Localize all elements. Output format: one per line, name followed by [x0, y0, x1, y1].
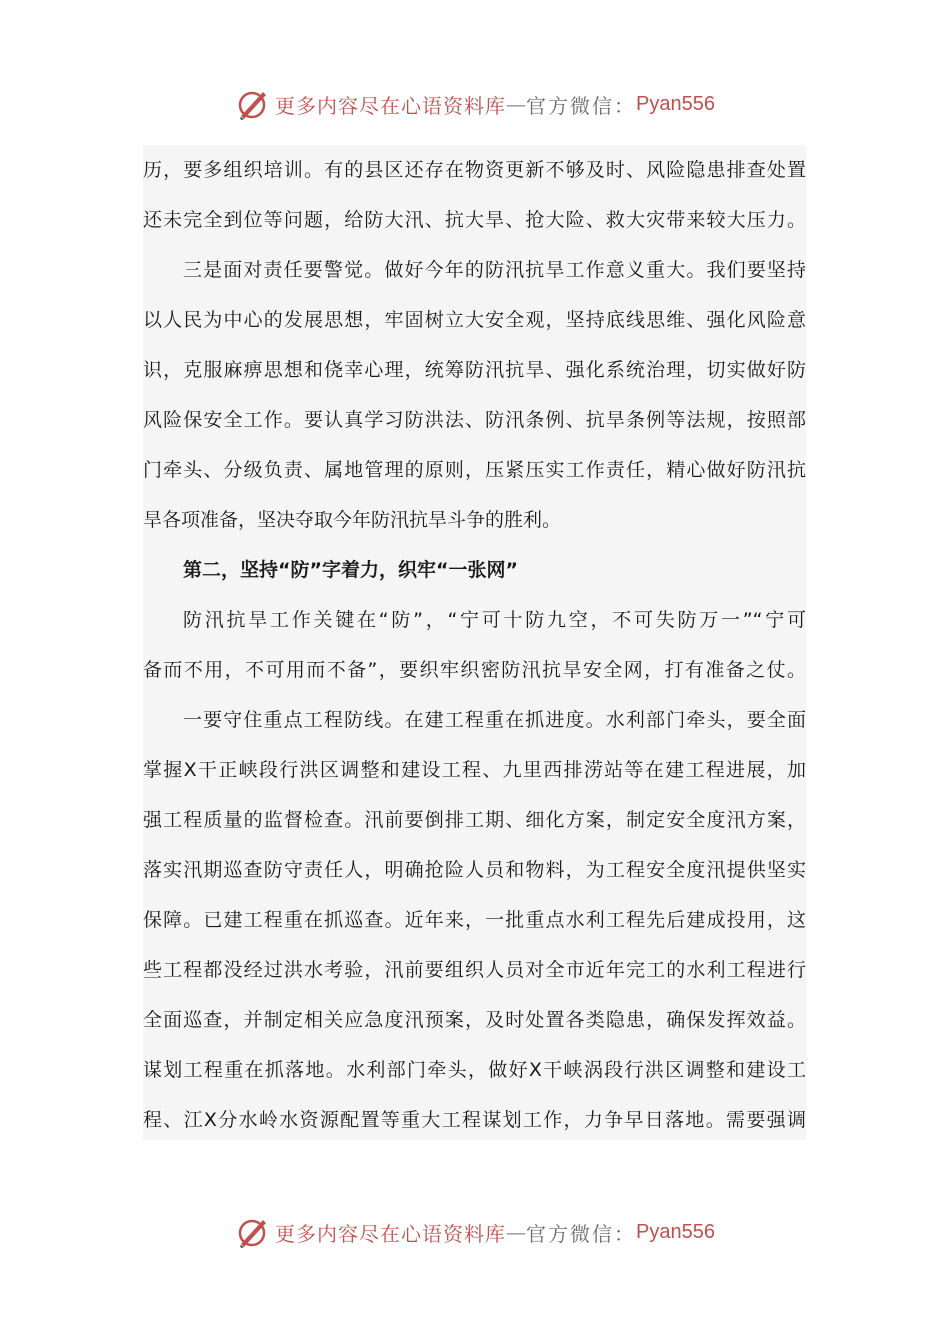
text-line: 掌握X干正峡段行洪区调整和建设工程、九里西排涝站等在建工程进展，加: [143, 759, 806, 781]
section-heading: 第二，坚持“防”字着力，织牢“一张网”: [183, 559, 518, 581]
banner-separator: —: [506, 1220, 527, 1244]
official-wechat-label: 官方微信：: [526, 1221, 637, 1246]
pen-logo-icon: [235, 86, 271, 122]
brand-name: 更多内容尽在心语资料库: [275, 93, 507, 118]
text-line: 保障。已建工程重在抓巡查。近年来，一批重点水利工程先后建成投用，这: [143, 909, 806, 931]
official-wechat-label: 官方微信：: [526, 93, 637, 118]
text-line: 谋划工程重在抓落地。水利部门牵头，做好X干峡涡段行洪区调整和建设工: [143, 1059, 806, 1081]
text-line: 程、江X分水岭水资源配置等重大工程谋划工作，力争早日落地。需要强调: [143, 1109, 806, 1131]
footer-watermark-banner: [0, 1210, 950, 1254]
text-line: 落实汛期巡查防守责任人，明确抢险人员和物料，为工程安全度汛提供坚实: [143, 859, 806, 881]
text-line: 强工程质量的监督检查。汛前要倒排工期、细化方案，制定安全度汛方案，: [143, 809, 806, 831]
text-line: 以人民为中心的发展思想，牢固树立大安全观，坚持底线思维、强化风险意: [143, 309, 806, 331]
text-line: 识，克服麻痹思想和侥幸心理，统筹防汛抗旱、强化系统治理，切实做好防: [143, 359, 806, 381]
wechat-id: Pyan556: [636, 1220, 715, 1243]
text-line: 门牵头、分级负责、属地管理的原则，压紧压实工作责任，精心做好防汛抗: [143, 459, 806, 481]
text-line: 风险保安全工作。要认真学习防洪法、防汛条例、抗旱条例等法规，按照部: [143, 409, 806, 431]
text-line: 些工程都没经过洪水考验，汛前要组织人员对全市近年完工的水利工程进行: [143, 959, 806, 981]
text-line: 旱各项准备，坚决夺取今年防汛抗旱斗争的胜利。: [143, 509, 562, 531]
banner-separator: —: [506, 92, 527, 116]
text-line: 还未完全到位等问题，给防大汛、抗大旱、抢大险、救大灾带来较大压力。: [143, 209, 806, 231]
brand-name: 更多内容尽在心语资料库: [275, 1221, 507, 1246]
paragraph-start-line: 一要守住重点工程防线。在建工程重在抓进度。水利部门牵头，要全面: [183, 709, 806, 731]
header-watermark-banner: [0, 82, 950, 126]
text-line: 历，要多组织培训。有的县区还存在物资更新不够及时、风险隐患排查处置: [143, 159, 806, 181]
pen-logo-icon: [235, 1214, 271, 1250]
document-body: [143, 145, 806, 1140]
paragraph-start-line: 防汛抗旱工作关键在“防”，“宁可十防九空，不可失防万一”“宁可: [183, 609, 806, 631]
text-line: 全面巡查，并制定相关应急度汛预案，及时处置各类隐患，确保发挥效益。: [143, 1009, 806, 1031]
wechat-id: Pyan556: [636, 92, 715, 115]
text-line: 备而不用，不可用而不备”，要织牢织密防汛抗旱安全网，打有准备之仗。: [143, 659, 806, 681]
paragraph-start-line: 三是面对责任要警觉。做好今年的防汛抗旱工作意义重大。我们要坚持: [183, 259, 806, 281]
